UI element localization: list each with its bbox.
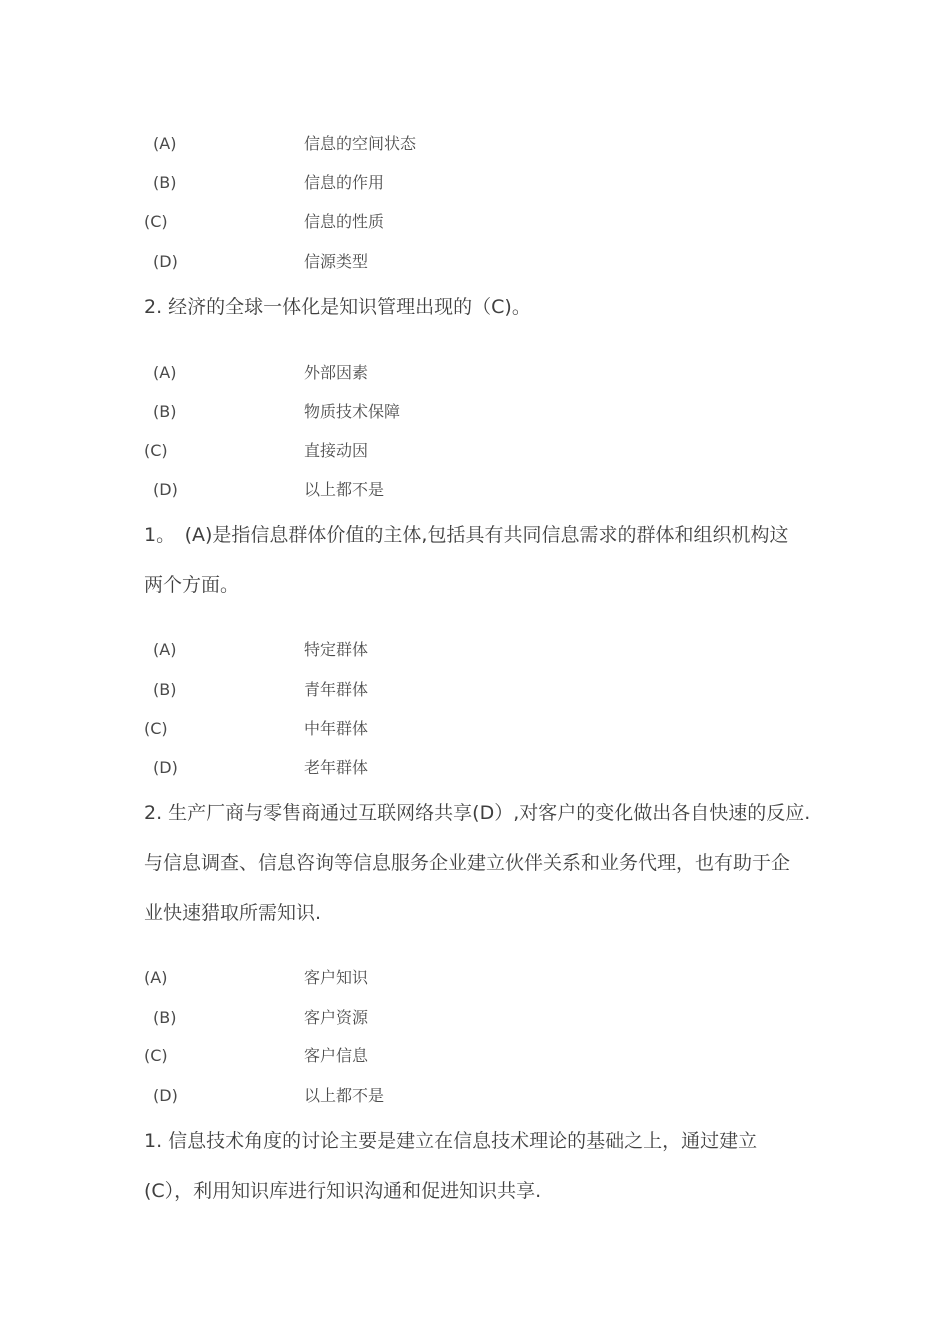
option-label: (D) (153, 480, 178, 499)
option-text: 信源类型 (304, 252, 369, 271)
option-label: (C) (144, 441, 168, 460)
question-text: 1. 信息技术角度的讨论主要是建立在信息技术理论的基础之上，通过建立 (144, 1130, 758, 1152)
option-text: 客户资源 (304, 1008, 369, 1027)
option-label: (C) (144, 212, 168, 231)
option-label: (A) (144, 968, 168, 987)
option-text: 特定群体 (304, 640, 369, 659)
option-text: 信息的性质 (304, 212, 385, 231)
question-text: 2. 经济的全球一体化是知识管理出现的（C)。 (144, 296, 531, 318)
option-label: (C) (144, 719, 168, 738)
option-text: 以上都不是 (304, 1086, 385, 1105)
option-label: (A) (153, 640, 177, 659)
option-text: 物质技术保障 (304, 402, 401, 421)
option-text: 直接动因 (304, 441, 369, 460)
question-text: 两个方面。 (144, 574, 240, 596)
option-text: 客户信息 (304, 1046, 369, 1065)
option-text: 青年群体 (304, 680, 369, 699)
question-text: (C），利用知识库进行知识沟通和促进知识共享. (144, 1180, 542, 1202)
option-label: (D) (153, 252, 178, 271)
option-label: (D) (153, 758, 178, 777)
option-label: (B) (153, 402, 177, 421)
option-label: (B) (153, 680, 177, 699)
option-label: (A) (153, 363, 177, 382)
option-label: (D) (153, 1086, 178, 1105)
option-text: 老年群体 (304, 758, 369, 777)
option-text: 外部因素 (304, 363, 369, 382)
option-text: 以上都不是 (304, 480, 385, 499)
option-text: 信息的作用 (304, 173, 385, 192)
option-text: 中年群体 (304, 719, 369, 738)
option-label: (C) (144, 1046, 168, 1065)
question-text: 与信息调查、信息咨询等信息服务企业建立伙伴关系和业务代理，也有助于企 (144, 852, 791, 874)
option-label: (B) (153, 1008, 177, 1027)
option-label: (A) (153, 134, 177, 153)
question-text: 业快速猎取所需知识. (144, 902, 322, 924)
option-label: (B) (153, 173, 177, 192)
option-text: 客户知识 (304, 968, 369, 987)
option-text: 信息的空间状态 (304, 134, 417, 153)
question-text: 1。 (A)是指信息群体价值的主体,包括具有共同信息需求的群体和组织机构这 (144, 524, 789, 546)
question-text: 2. 生产厂商与零售商通过互联网络共享(D）,对客户的变化做出各自快速的反应. (144, 802, 811, 824)
